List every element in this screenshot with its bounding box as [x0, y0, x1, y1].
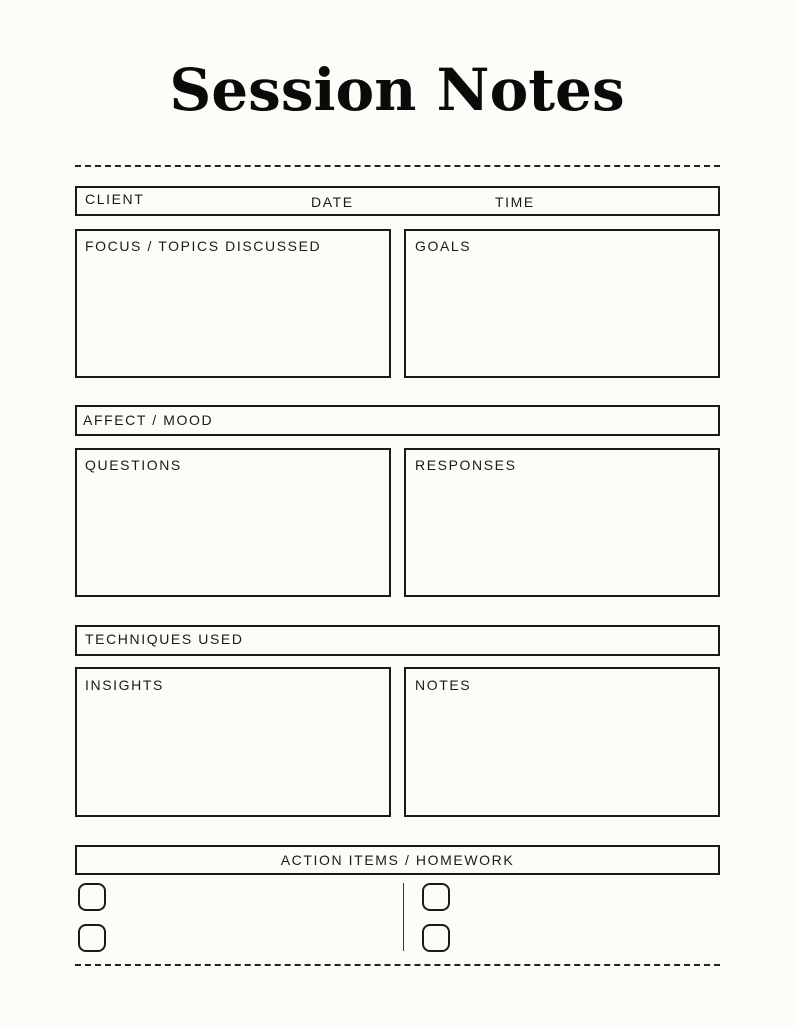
- page-title: Session Notes: [169, 56, 625, 124]
- top-dashed-divider: [75, 165, 720, 167]
- action-item-checkbox[interactable]: [422, 883, 450, 911]
- date-label: DATE: [311, 194, 354, 210]
- action-item-checkbox[interactable]: [78, 924, 106, 952]
- notes-label: NOTES: [415, 677, 472, 693]
- action-item-checkbox[interactable]: [422, 924, 450, 952]
- techniques-used-label: TECHNIQUES USED: [85, 631, 244, 647]
- action-items-label: ACTION ITEMS / HOMEWORK: [280, 852, 515, 868]
- time-label: TIME: [495, 194, 535, 210]
- client-info-bar: [75, 186, 720, 216]
- insights-label: INSIGHTS: [85, 677, 164, 693]
- questions-label: QUESTIONS: [85, 457, 182, 473]
- action-item-checkbox[interactable]: [78, 883, 106, 911]
- bottom-dashed-divider: [75, 964, 720, 966]
- client-label: CLIENT: [85, 191, 145, 207]
- focus-topics-label: FOCUS / TOPICS DISCUSSED: [85, 238, 322, 254]
- responses-label: RESPONSES: [415, 457, 517, 473]
- affect-mood-label: AFFECT / MOOD: [83, 412, 214, 428]
- action-items-column-divider: [403, 883, 404, 951]
- goals-label: GOALS: [415, 238, 472, 254]
